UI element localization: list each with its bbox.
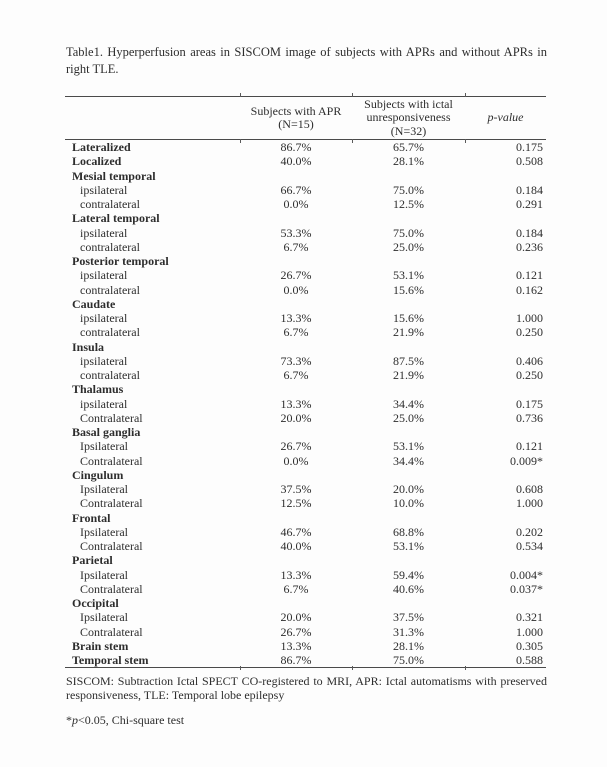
cell-apr-percent <box>240 596 352 610</box>
cell-apr-percent: 12.5% <box>280 496 312 511</box>
table-row <box>65 211 546 225</box>
cell-apr-percent: 26.7% <box>280 624 312 639</box>
table-title: Table1. Hyperperfusion areas in SISCOM image of subjects with APRs and without APRs in right TLE. <box>66 45 547 76</box>
cell-apr-percent: 13.3% <box>280 396 312 411</box>
cell-unresponsive-percent: 25.0% <box>393 410 424 425</box>
cell-unresponsive-percent: 75.0% <box>393 182 424 197</box>
header-apr-line1: Subjects with APR <box>250 103 342 118</box>
cell-apr-percent: 73.3% <box>280 353 312 368</box>
table-row <box>65 411 546 425</box>
cell-p-value <box>465 340 546 354</box>
cell-apr-percent: 53.3% <box>280 225 312 240</box>
header-subjects-ictal-unresponsiveness <box>352 98 465 138</box>
cell-region: contralateral <box>80 325 140 340</box>
cell-p-value <box>465 382 546 396</box>
cell-p-value <box>465 553 546 567</box>
cell-apr-percent: 6.7% <box>283 325 309 340</box>
cell-region: ipsilateral <box>80 353 128 368</box>
cell-p-value: 0.508 <box>516 154 543 169</box>
cell-unresponsive-percent: 53.1% <box>393 539 424 553</box>
cell-p-value: 0.004* <box>510 567 543 582</box>
cell-apr-percent: 26.7% <box>280 439 312 454</box>
column-tick <box>352 93 353 97</box>
cell-p-value: 0.121 <box>516 439 543 454</box>
table-row <box>65 454 546 468</box>
cell-apr-percent: 46.7% <box>280 524 312 539</box>
column-tick <box>465 666 466 670</box>
cell-p-value: 0.250 <box>516 325 543 340</box>
table-row <box>65 354 546 368</box>
column-tick <box>240 139 241 143</box>
table-row <box>65 226 546 240</box>
cell-region: Ipsilateral <box>80 482 128 496</box>
cell-region: ipsilateral <box>80 396 128 411</box>
table-row <box>65 297 546 311</box>
cell-region: Brain stem <box>72 638 129 653</box>
cell-apr-percent: 0.0% <box>283 197 309 211</box>
cell-apr-percent: 20.0% <box>280 610 312 625</box>
cell-region: Parietal <box>72 553 113 568</box>
cell-p-value: 0.291 <box>516 197 543 211</box>
cell-unresponsive-percent: 34.4% <box>393 396 424 411</box>
cell-region: Thalamus <box>72 382 124 397</box>
table-row <box>65 625 546 639</box>
cell-unresponsive-percent: 20.0% <box>393 482 424 496</box>
cell-p-value <box>465 297 546 311</box>
cell-unresponsive-percent <box>352 340 465 354</box>
cell-unresponsive-percent: 53.1% <box>393 439 424 454</box>
cell-p-value <box>465 468 546 482</box>
cell-p-value: 0.175 <box>516 140 543 154</box>
table-row <box>65 425 546 439</box>
column-tick <box>240 666 241 670</box>
header-unresp-line1: Subjects with ictal <box>364 97 453 112</box>
cell-unresponsive-percent: 75.0% <box>393 653 424 667</box>
cell-apr-percent <box>240 382 352 396</box>
table-row <box>65 368 546 382</box>
table-row <box>65 283 546 297</box>
cell-p-value: 0.250 <box>516 368 543 382</box>
table-row <box>65 639 546 653</box>
cell-unresponsive-percent: 28.1% <box>393 154 424 169</box>
header-apr-line2: (N=15) <box>278 117 314 131</box>
cell-region: Cingulum <box>72 467 124 482</box>
cell-unresponsive-percent <box>352 211 465 225</box>
cell-unresponsive-percent: 15.6% <box>393 282 424 297</box>
cell-apr-percent: 6.7% <box>283 239 309 254</box>
cell-apr-percent <box>240 468 352 482</box>
cell-p-value <box>465 254 546 268</box>
cell-unresponsive-percent: 21.9% <box>393 368 424 382</box>
table-row <box>65 325 546 339</box>
cell-unresponsive-percent: 34.4% <box>393 453 424 468</box>
cell-apr-percent: 37.5% <box>280 482 312 496</box>
cell-apr-percent: 86.7% <box>280 140 312 154</box>
cell-unresponsive-percent: 68.8% <box>393 524 424 539</box>
cell-p-value: 1.000 <box>516 496 543 511</box>
cell-p-value: 0.037* <box>510 581 543 596</box>
footnote-significance <box>66 713 547 727</box>
cell-region: ipsilateral <box>80 268 128 283</box>
cell-unresponsive-percent <box>352 511 465 525</box>
header-subjects-with-apr <box>240 105 352 131</box>
table-row <box>65 439 546 453</box>
column-tick <box>240 93 241 97</box>
table-row <box>65 511 546 525</box>
column-tick <box>352 139 353 143</box>
cell-p-value <box>465 425 546 439</box>
cell-region: ipsilateral <box>80 182 128 197</box>
cell-unresponsive-percent: 10.0% <box>393 496 424 511</box>
table-row <box>65 525 546 539</box>
cell-unresponsive-percent <box>352 425 465 439</box>
cell-region: Ipsilateral <box>80 610 128 625</box>
cell-apr-percent: 13.3% <box>280 638 312 653</box>
table-row <box>65 183 546 197</box>
cell-region: Contralateral <box>80 496 143 511</box>
cell-p-value: 0.175 <box>516 396 543 411</box>
header-p-value: p-value <box>487 110 524 125</box>
cell-p-value: 1.000 <box>516 311 543 325</box>
table-row <box>65 610 546 624</box>
table-row <box>65 397 546 411</box>
cell-region: Contralateral <box>80 581 143 596</box>
table-row <box>65 596 546 610</box>
cell-region: Temporal stem <box>72 653 149 667</box>
cell-p-value <box>465 596 546 610</box>
cell-region: Posterior temporal <box>72 254 169 268</box>
cell-region: Ipsilateral <box>80 567 128 582</box>
cell-apr-percent <box>240 211 352 225</box>
cell-apr-percent <box>240 297 352 311</box>
cell-p-value: 0.162 <box>516 282 543 297</box>
cell-unresponsive-percent: 31.3% <box>393 624 424 639</box>
cell-p-value: 0.321 <box>516 610 543 625</box>
cell-p-value: 0.736 <box>516 410 543 425</box>
cell-apr-percent: 26.7% <box>280 268 312 283</box>
column-tick <box>465 93 466 97</box>
cell-region: contralateral <box>80 368 140 382</box>
table-row <box>65 140 546 154</box>
cell-region: Insula <box>72 339 105 354</box>
cell-unresponsive-percent: 21.9% <box>393 325 424 340</box>
cell-unresponsive-percent: 12.5% <box>393 197 424 211</box>
cell-region: Localized <box>72 154 122 169</box>
cell-unresponsive-percent <box>352 553 465 567</box>
cell-region: contralateral <box>80 197 140 211</box>
cell-p-value: 0.305 <box>516 638 543 653</box>
table-row <box>65 311 546 325</box>
cell-apr-percent: 13.3% <box>280 567 312 582</box>
cell-p-value <box>465 169 546 183</box>
table-row <box>65 482 546 496</box>
data-table <box>65 96 546 668</box>
cell-unresponsive-percent: 28.1% <box>393 638 424 653</box>
cell-unresponsive-percent: 15.6% <box>393 311 424 325</box>
cell-region: Lateralized <box>72 140 131 154</box>
footnote-abbreviations: SISCOM: Subtraction Ictal SPECT CO-registered to MRI, APR: Ictal automatisms with preserved responsiveness, TLE: Temporal lobe epilepsy <box>66 674 547 702</box>
table-row <box>65 382 546 396</box>
cell-p-value: 0.184 <box>516 225 543 240</box>
table-body <box>65 140 546 668</box>
significance-star: * <box>66 713 72 727</box>
cell-unresponsive-percent <box>352 596 465 610</box>
cell-unresponsive-percent: 40.6% <box>393 581 424 596</box>
cell-unresponsive-percent <box>352 169 465 183</box>
cell-region: Basal ganglia <box>72 425 141 439</box>
column-tick <box>352 666 353 670</box>
cell-p-value: 0.534 <box>516 539 543 553</box>
cell-unresponsive-percent <box>352 468 465 482</box>
table-row <box>65 268 546 282</box>
cell-region: Occipital <box>72 596 119 610</box>
cell-apr-percent: 86.7% <box>280 653 312 667</box>
table-row <box>65 496 546 510</box>
column-tick <box>465 139 466 143</box>
cell-region: contralateral <box>80 282 140 297</box>
cell-p-value: 1.000 <box>516 624 543 639</box>
cell-unresponsive-percent: 37.5% <box>393 610 424 625</box>
table-row <box>65 568 546 582</box>
cell-apr-percent: 6.7% <box>283 368 309 382</box>
header-unresp-line2: unresponsiveness <box>366 110 451 125</box>
cell-unresponsive-percent: 53.1% <box>393 268 424 283</box>
cell-unresponsive-percent: 59.4% <box>393 567 424 582</box>
cell-region: contralateral <box>80 239 140 254</box>
cell-region: Ipsilateral <box>80 524 128 539</box>
cell-apr-percent <box>240 511 352 525</box>
table-row <box>65 154 546 168</box>
cell-apr-percent <box>240 553 352 567</box>
cell-apr-percent <box>240 169 352 183</box>
cell-unresponsive-percent: 25.0% <box>393 239 424 254</box>
cell-apr-percent <box>240 425 352 439</box>
cell-unresponsive-percent: 87.5% <box>393 353 424 368</box>
cell-apr-percent: 13.3% <box>280 311 312 325</box>
cell-unresponsive-percent: 65.7% <box>393 140 424 154</box>
cell-apr-percent: 20.0% <box>280 410 312 425</box>
cell-p-value: 0.009* <box>510 453 543 468</box>
table-row <box>65 468 546 482</box>
cell-region: Contralateral <box>80 624 143 639</box>
cell-unresponsive-percent <box>352 297 465 311</box>
cell-apr-percent: 40.0% <box>280 539 312 553</box>
cell-region: Frontal <box>72 510 111 525</box>
significance-p: p <box>72 713 78 727</box>
cell-apr-percent <box>240 340 352 354</box>
cell-p-value: 0.236 <box>516 239 543 254</box>
cell-p-value: 0.184 <box>516 182 543 197</box>
cell-apr-percent <box>240 254 352 268</box>
table-row <box>65 582 546 596</box>
table-row <box>65 169 546 183</box>
cell-p-value <box>465 511 546 525</box>
cell-region: ipsilateral <box>80 225 128 240</box>
cell-region: Caudate <box>72 296 116 311</box>
cell-unresponsive-percent: 75.0% <box>393 225 424 240</box>
cell-unresponsive-percent <box>352 382 465 396</box>
significance-text: <0.05, Chi-square test <box>78 713 185 727</box>
cell-region: Contralateral <box>80 453 143 468</box>
cell-p-value: 0.406 <box>516 353 543 368</box>
cell-p-value: 0.588 <box>516 653 543 667</box>
table-header <box>65 96 546 140</box>
cell-region: Mesial temporal <box>72 168 156 183</box>
table-row <box>65 197 546 211</box>
cell-p-value: 0.608 <box>516 482 543 496</box>
table-row <box>65 254 546 268</box>
cell-region: Contralateral <box>80 539 143 553</box>
cell-p-value: 0.202 <box>516 524 543 539</box>
cell-apr-percent: 66.7% <box>280 182 312 197</box>
table-row <box>65 653 546 667</box>
cell-p-value <box>465 211 546 225</box>
table-row <box>65 539 546 553</box>
header-unresp-line3: (N=32) <box>390 123 427 138</box>
cell-apr-percent: 6.7% <box>283 581 309 596</box>
cell-apr-percent: 40.0% <box>280 154 312 169</box>
table-row <box>65 240 546 254</box>
cell-region: Contralateral <box>80 410 143 425</box>
cell-apr-percent: 0.0% <box>283 282 309 297</box>
cell-unresponsive-percent <box>352 254 465 268</box>
cell-region: Lateral temporal <box>72 211 160 226</box>
table-row <box>65 340 546 354</box>
cell-region: Ipsilateral <box>80 439 128 454</box>
table-row <box>65 553 546 567</box>
cell-p-value: 0.121 <box>516 268 543 283</box>
cell-apr-percent: 0.0% <box>283 453 309 468</box>
cell-region: ipsilateral <box>80 311 128 325</box>
